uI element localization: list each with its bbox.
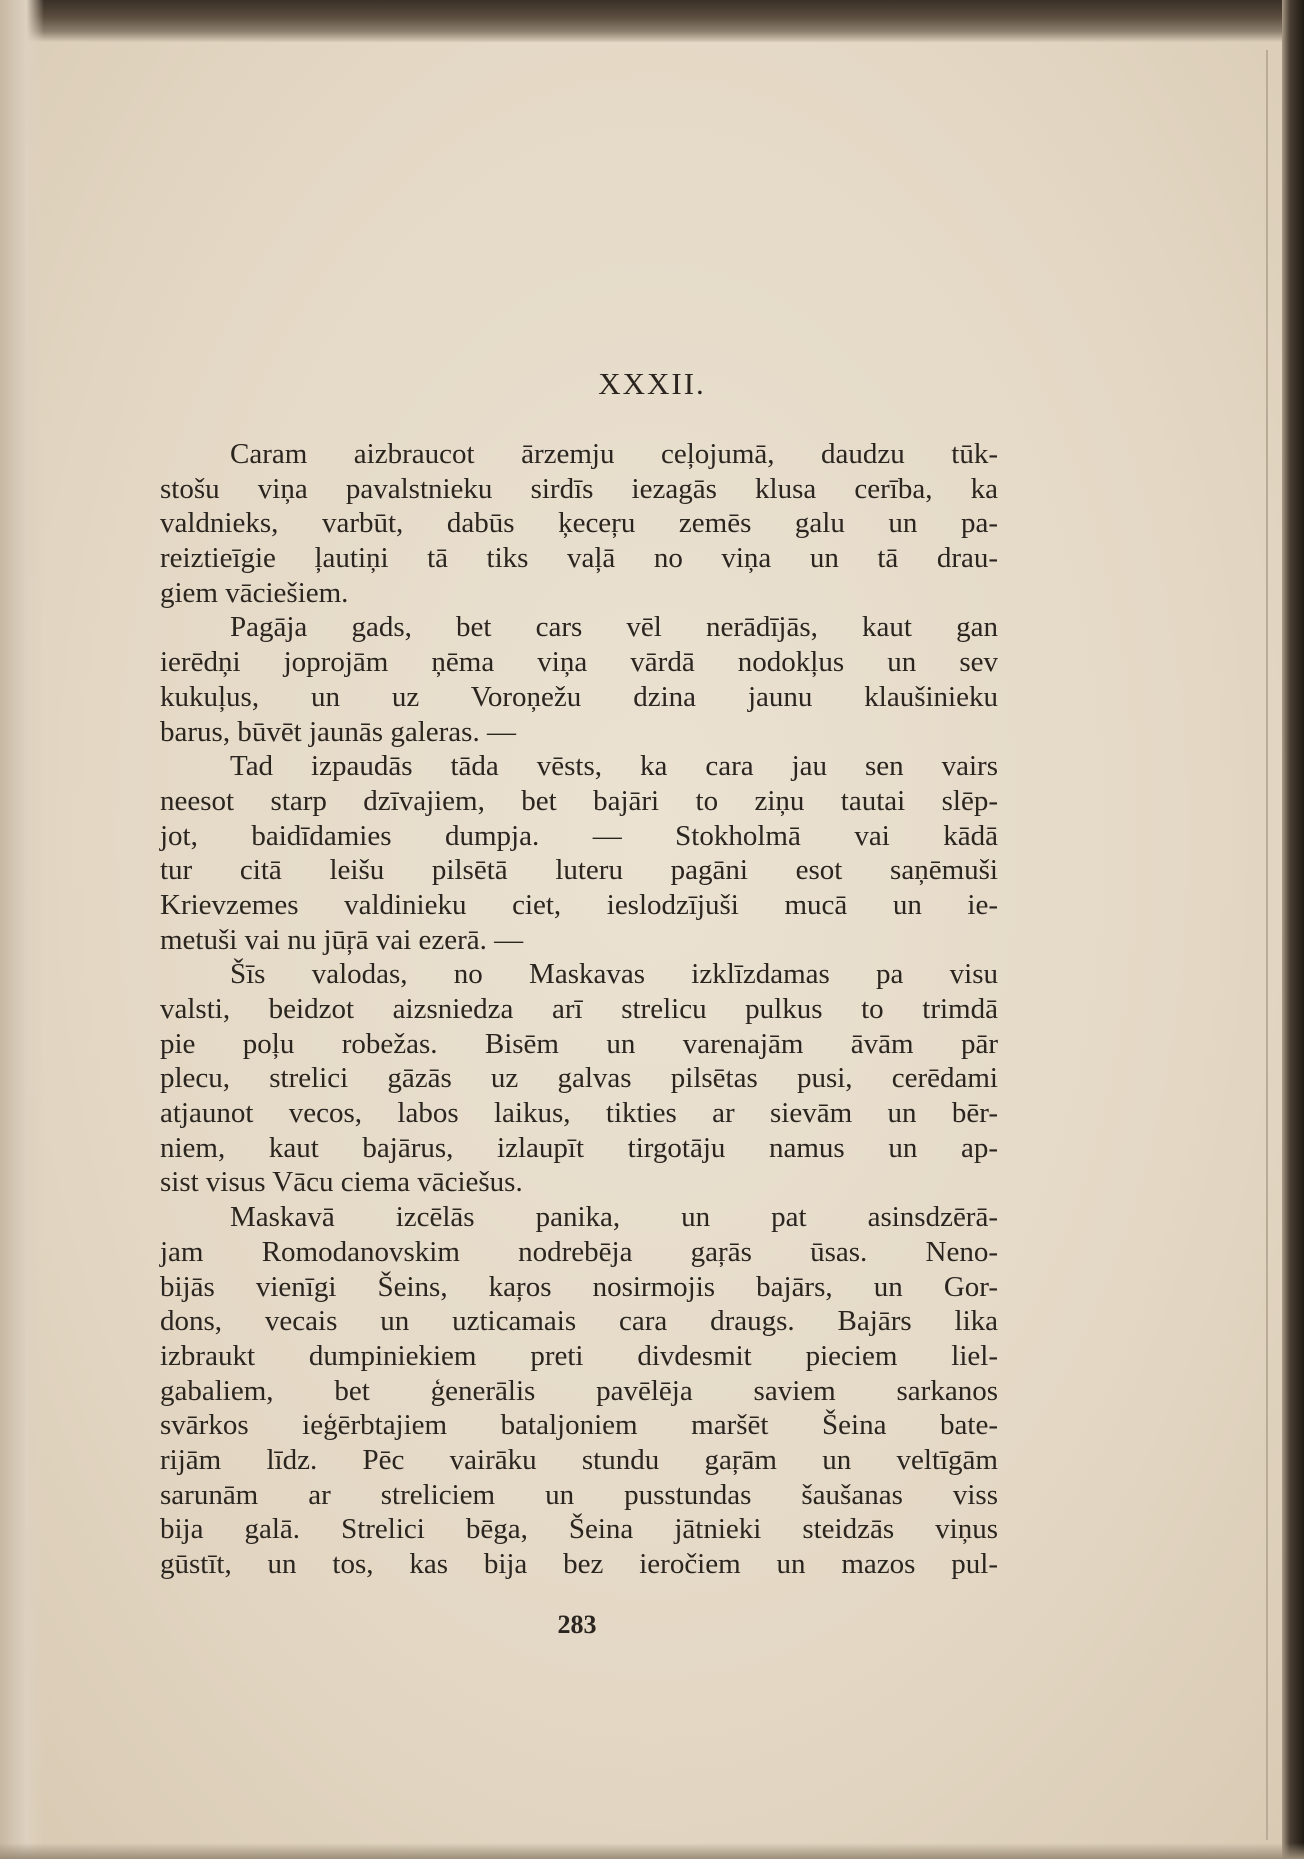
book-gutter <box>0 0 44 1859</box>
text-line: Pagāja gads, bet cars vēl nerādījās, kaut gan <box>230 611 998 644</box>
text-line: atjaunot vecos, labos laikus, tikties ar sievām un bēr- <box>160 1097 998 1130</box>
text-line: tur citā leišu pilsētā luteru pagāni esot saņēmuši <box>160 854 998 887</box>
text-line: rijām līdz. Pēc vairāku stundu gaŗām un veltīgām <box>160 1443 998 1476</box>
text-line: Tad izpaudās tāda vēsts, ka cara jau sen vairs <box>230 750 998 783</box>
text-line: giem vāciešiem. <box>160 576 349 609</box>
text-line: svārkos ieģērbtajiem bataljoniem maršēt Šeina bate- <box>160 1409 998 1442</box>
text-line: izbraukt dumpiniekiem preti divdesmit pieciem liel- <box>160 1339 998 1372</box>
text-line: kukuļus, un uz Voroņežu dzina jaunu klaušinieku <box>160 680 998 713</box>
text-line: plecu, strelici gāzās uz galvas pilsētas pusi, cerēdami <box>160 1062 998 1095</box>
text-line: bija galā. Strelici bēga, Šeina jātnieki steidzās viņus <box>160 1513 998 1546</box>
page-number: 283 <box>557 1610 597 1639</box>
text-line: niem, kaut bajārus, izlaupīt tirgotāju namus un ap- <box>160 1131 998 1164</box>
text-line: Šīs valodas, no Maskavas izklīzdamas pa visu <box>230 958 998 991</box>
text-line: sarunām ar streliciem un pusstundas šaušanas viss <box>160 1478 998 1511</box>
book-top-edge <box>0 0 1304 42</box>
text-line: valdnieks, varbūt, dabūs ķeceŗu zemēs galu un pa- <box>160 507 998 540</box>
text-line: dons, vecais un uzticamais cara draugs. Bajārs lika <box>160 1305 998 1338</box>
text-line: valsti, beidzot aizsniedza arī strelicu pulkus to trimdā <box>160 993 998 1025</box>
text-line: reiztieīgie ļautiņi tā tiks vaļā no viņa un tā drau- <box>160 542 998 575</box>
text-line: pie poļu robežas. Bisēm un varenajām āvām pār <box>160 1027 998 1060</box>
page-edge-line <box>1266 50 1268 1840</box>
text-line: gabaliem, bet ģenerālis pavēlēja saviem sarkanos <box>160 1374 998 1407</box>
text-line: jam Romodanovskim nodrebēja gaŗās ūsas. Neno- <box>160 1235 998 1268</box>
text-line: neesot starp dzīvajiem, bet bajāri to ziņu tautai slēp- <box>160 784 998 817</box>
text-line: jot, baidīdamies dumpja. — Stokholmā vai kādā <box>160 819 998 852</box>
text-line: barus, būvēt jaunās galeras. — <box>160 715 516 748</box>
text-line: gūstīt, un tos, kas bija bez ieročiem un mazos pul- <box>160 1548 998 1580</box>
text-line: sist visus Vācu ciema vāciešus. <box>160 1166 523 1199</box>
text-line: Krievzemes valdinieku ciet, ieslodzījuši mucā un ie- <box>160 888 998 921</box>
chapter-title: XXXII. <box>598 366 706 401</box>
text-line: ierēdņi joprojām ņēma viņa vārdā nodokļus un sev <box>160 646 998 679</box>
body-text <box>160 437 998 1582</box>
book-bottom-edge <box>0 1843 1304 1859</box>
text-line: Maskavā izcēlās panika, un pat asinsdzērā- <box>230 1201 998 1234</box>
book-right-edge <box>1282 0 1304 1859</box>
text-line: Caram aizbraucot ārzemju ceļojumā, daudzu tūk- <box>230 438 998 470</box>
text-line: stošu viņa pavalstnieku sirdīs iezagās klusa cerība, ka <box>160 472 998 505</box>
text-line: metuši vai nu jūŗā vai ezerā. — <box>160 923 524 956</box>
text-line: bijās vienīgi Šeins, kaŗos nosirmojis bajārs, un Gor- <box>160 1270 998 1303</box>
